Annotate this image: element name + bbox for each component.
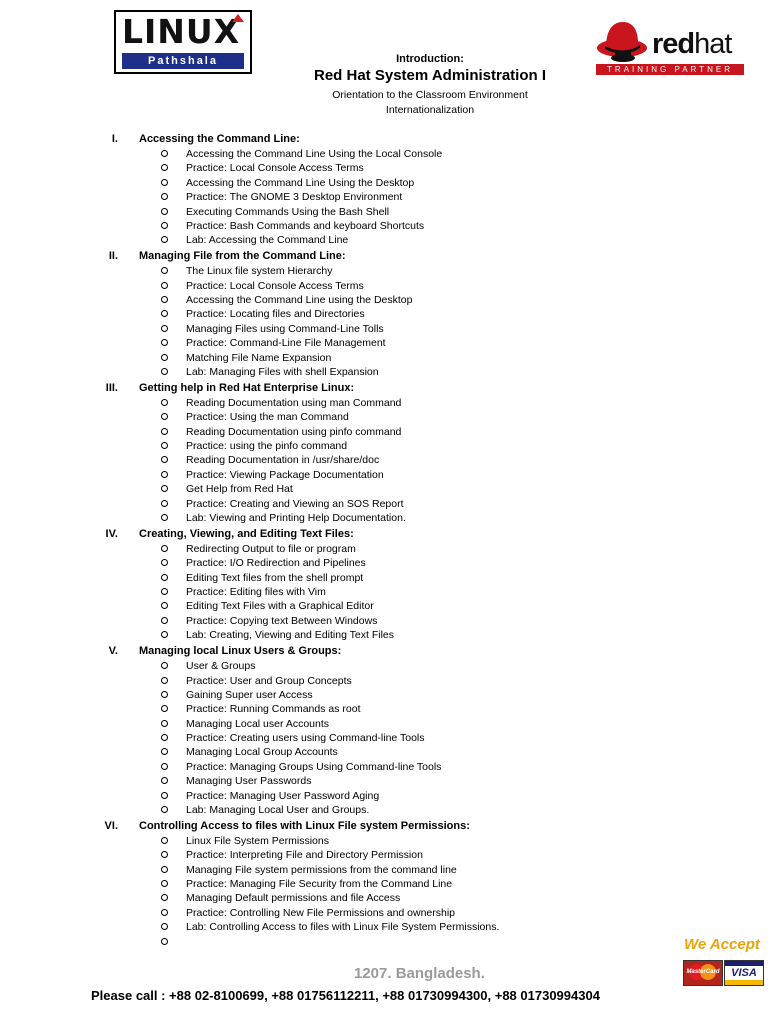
list-item-text: Practice: Interpreting File and Directory Permission [186, 849, 423, 862]
list-item-text: Practice: Local Console Access Terms [186, 162, 364, 175]
circle-bullet-icon [161, 894, 168, 901]
list-item [0, 351, 768, 365]
circle-bullet-icon [161, 574, 168, 581]
circle-bullet-icon [161, 545, 168, 552]
circle-bullet-icon [161, 296, 168, 303]
section-number: IV. [105, 527, 118, 540]
section-number: III. [105, 381, 118, 394]
list-item [0, 702, 768, 716]
list-item-text: Lab: Managing Files with shell Expansion [186, 365, 379, 378]
list-item [0, 497, 768, 511]
list-item [0, 322, 768, 336]
circle-bullet-icon [161, 236, 168, 243]
list-item [0, 336, 768, 350]
circle-bullet-icon [161, 514, 168, 521]
list-item-text: Editing Text Files with a Graphical Editor [186, 600, 374, 613]
list-item [0, 233, 768, 247]
circle-bullet-icon [161, 851, 168, 858]
section-heading [0, 527, 768, 542]
list-item [0, 906, 768, 920]
circle-bullet-icon [161, 631, 168, 638]
list-item [0, 614, 768, 628]
list-item [0, 920, 768, 934]
list-item-text: Accessing the Command Line using the Desktop [186, 294, 413, 307]
list-item [0, 774, 768, 788]
list-item [0, 264, 768, 278]
list-item [0, 279, 768, 293]
list-item-text: Managing Files using Command-Line Tolls [186, 322, 384, 335]
section-heading [0, 381, 768, 396]
list-item [0, 674, 768, 688]
list-item-text: Accessing the Command Line Using the Desktop [186, 176, 415, 189]
circle-bullet-icon [161, 456, 168, 463]
circle-bullet-icon [161, 792, 168, 799]
list-item [0, 877, 768, 891]
circle-bullet-icon [161, 763, 168, 770]
list-item-text: Practice: Managing User Password Aging [186, 789, 380, 802]
redhat-logo-word: redhat [652, 28, 732, 60]
list-item [0, 176, 768, 190]
section-heading [0, 819, 768, 834]
visa-icon: VISA [724, 960, 764, 986]
circle-bullet-icon [161, 442, 168, 449]
footer-phone: Please call : +88 02-8100699, +88 01756112211, +88 01730994300, +88 01730994304 [91, 988, 600, 1003]
list-item-text: Practice: Locating files and Directories [186, 308, 365, 321]
list-item-text: Lab: Controlling Access to files with Linux File System Permissions. [186, 921, 500, 934]
list-item [0, 789, 768, 803]
list-item-text: Managing Default permissions and file Access [186, 892, 401, 905]
circle-bullet-icon [161, 588, 168, 595]
circle-bullet-icon [161, 428, 168, 435]
section-heading [0, 249, 768, 264]
list-item-text: Practice: Creating and Viewing an SOS Report [186, 497, 404, 510]
list-item-text: Managing Local user Accounts [186, 717, 330, 730]
list-item [0, 556, 768, 570]
circle-bullet-icon [161, 909, 168, 916]
section-title: Accessing the Command Line: [139, 133, 300, 145]
section-title: Managing File from the Command Line: [139, 250, 346, 263]
list-item [0, 205, 768, 219]
section-heading [0, 132, 768, 147]
list-item-text: Practice: Managing File Security from the Command Line [186, 878, 453, 891]
list-item [0, 834, 768, 848]
list-item-text: User & Groups [186, 660, 256, 673]
circle-bullet-icon [161, 617, 168, 624]
circle-bullet-icon [161, 368, 168, 375]
section-title: Controlling Access to files with Linux File system Permissions: [139, 819, 470, 832]
list-item [0, 396, 768, 410]
redhat-training-partner: TRAINING PARTNER [596, 64, 744, 75]
linux-pathshala-logo [114, 10, 252, 74]
list-item-text: The Linux file system Hierarchy [186, 265, 333, 278]
list-item-text: Redirecting Output to file or program [186, 542, 356, 555]
section-title: Creating, Viewing, and Editing Text Files: [139, 527, 354, 540]
list-item-text: Get Help from Red Hat [186, 483, 293, 496]
circle-bullet-icon [161, 806, 168, 813]
circle-bullet-icon [161, 222, 168, 229]
list-item-text: Gaining Super user Access [186, 688, 313, 701]
list-item [0, 365, 768, 379]
payment-badge [682, 936, 762, 986]
circle-bullet-icon [161, 559, 168, 566]
section-number: II. [108, 250, 118, 263]
list-item [0, 425, 768, 439]
circle-bullet-icon [161, 485, 168, 492]
list-item [0, 863, 768, 877]
list-item-text: Practice: Viewing Package Documentation [186, 468, 384, 481]
list-item [0, 161, 768, 175]
circle-bullet-icon [161, 399, 168, 406]
list-item-text: Practice: Managing Groups Using Command-line Tools [186, 760, 442, 773]
course-outline [0, 132, 768, 951]
list-item-text: Lab: Viewing and Printing Help Documentation. [186, 511, 406, 524]
list-item [0, 745, 768, 759]
circle-bullet-icon [161, 282, 168, 289]
list-item [0, 571, 768, 585]
linux-logo-triangle-icon [232, 14, 244, 22]
list-item [0, 599, 768, 613]
list-item [0, 511, 768, 525]
list-item [0, 219, 768, 233]
circle-bullet-icon [161, 777, 168, 784]
list-item [0, 717, 768, 731]
circle-bullet-icon [161, 500, 168, 507]
list-item-text: Editing Text files from the shell prompt [186, 571, 364, 584]
footer-address: 1207. Bangladesh. [354, 965, 485, 982]
list-item [0, 307, 768, 321]
subtitle-orientation: Orientation to the Classroom Environment [332, 89, 528, 101]
section-number: V. [108, 645, 118, 658]
mastercard-icon: MasterCard [683, 960, 723, 986]
list-item [0, 891, 768, 905]
circle-bullet-icon [161, 602, 168, 609]
section-heading [0, 644, 768, 659]
list-item-text: Lab: Accessing the Command Line [186, 234, 349, 247]
list-item [0, 147, 768, 161]
list-item-text: Practice: Creating users using Command-line Tools [186, 732, 425, 745]
section-title: Getting help in Red Hat Enterprise Linux: [139, 381, 355, 394]
circle-bullet-icon [161, 267, 168, 274]
intro-heading: Introduction: [396, 53, 464, 65]
circle-bullet-icon [161, 720, 168, 727]
circle-bullet-icon [161, 310, 168, 317]
circle-bullet-icon [161, 677, 168, 684]
circle-bullet-icon [161, 471, 168, 478]
redhat-shadowman-icon [596, 18, 648, 64]
list-item-text: Managing File system permissions from the command line [186, 863, 457, 876]
list-item-text: Executing Commands Using the Bash Shell [186, 205, 390, 218]
list-item [0, 585, 768, 599]
circle-bullet-icon [161, 866, 168, 873]
list-item-text: Matching File Name Expansion [186, 351, 332, 364]
list-item [0, 439, 768, 453]
page-title: Red Hat System Administration I [314, 67, 546, 84]
list-item-text: Linux File System Permissions [186, 834, 329, 847]
circle-bullet-icon [161, 193, 168, 200]
list-item [0, 482, 768, 496]
circle-bullet-icon [161, 179, 168, 186]
circle-bullet-icon [161, 923, 168, 930]
circle-bullet-icon [161, 325, 168, 332]
list-item-text: Practice: User and Group Concepts [186, 674, 352, 687]
circle-bullet-icon [161, 164, 168, 171]
list-item [0, 935, 768, 949]
list-item-text: Lab: Creating, Viewing and Editing Text Files [186, 629, 394, 642]
list-item [0, 731, 768, 745]
list-item-text: Practice: The GNOME 3 Desktop Environment [186, 191, 403, 204]
list-item-text: Lab: Managing Local User and Groups. [186, 804, 370, 817]
list-item [0, 453, 768, 467]
list-item [0, 848, 768, 862]
list-item-text: Practice: Controlling New File Permissions and ownership [186, 906, 456, 919]
circle-bullet-icon [161, 748, 168, 755]
list-item [0, 190, 768, 204]
list-item-text: Practice: Editing files with Vim [186, 586, 326, 599]
circle-bullet-icon [161, 691, 168, 698]
we-accept-label: We Accept [684, 936, 760, 953]
list-item [0, 293, 768, 307]
list-item-text: Managing User Passwords [186, 775, 312, 788]
list-item [0, 628, 768, 642]
list-item-text: Practice: Copying text Between Windows [186, 614, 378, 627]
linux-logo-word: LINUX [122, 12, 241, 51]
circle-bullet-icon [161, 938, 168, 945]
list-item [0, 468, 768, 482]
circle-bullet-icon [161, 339, 168, 346]
list-item-text: Reading Documentation using man Command [186, 396, 402, 409]
list-item [0, 410, 768, 424]
section-number: VI. [104, 819, 118, 832]
circle-bullet-icon [161, 150, 168, 157]
list-item-text: Practice: Local Console Access Terms [186, 279, 364, 292]
list-item-text: Practice: Running Commands as root [186, 703, 361, 716]
list-item-text: Practice: Using the man Command [186, 411, 349, 424]
list-item [0, 803, 768, 817]
section-number: I. [111, 133, 118, 145]
list-item-text: Accessing the Command Line Using the Local Console [186, 148, 443, 160]
list-item [0, 760, 768, 774]
circle-bullet-icon [161, 734, 168, 741]
list-item [0, 688, 768, 702]
list-item [0, 542, 768, 556]
circle-bullet-icon [161, 354, 168, 361]
circle-bullet-icon [161, 413, 168, 420]
list-item-text: Managing Local Group Accounts [186, 746, 338, 759]
section-title: Managing local Linux Users & Groups: [139, 645, 342, 658]
list-item-text: Practice: Command-Line File Management [186, 337, 386, 350]
circle-bullet-icon [161, 880, 168, 887]
circle-bullet-icon [161, 837, 168, 844]
linux-logo-sub: Pathshala [122, 53, 244, 69]
circle-bullet-icon [161, 662, 168, 669]
list-item-text: Practice: using the pinfo command [186, 440, 348, 453]
circle-bullet-icon [161, 705, 168, 712]
list-item [0, 659, 768, 673]
list-item-text: Practice: Bash Commands and keyboard Shortcuts [186, 219, 425, 232]
circle-bullet-icon [161, 208, 168, 215]
redhat-logo [596, 16, 748, 78]
list-item-text: Practice: I/O Redirection and Pipelines [186, 557, 366, 570]
list-item-text: Reading Documentation in /usr/share/doc [186, 454, 380, 467]
subtitle-internationalization: Internationalization [385, 104, 475, 116]
list-item-text: Reading Documentation using pinfo command [186, 425, 402, 438]
